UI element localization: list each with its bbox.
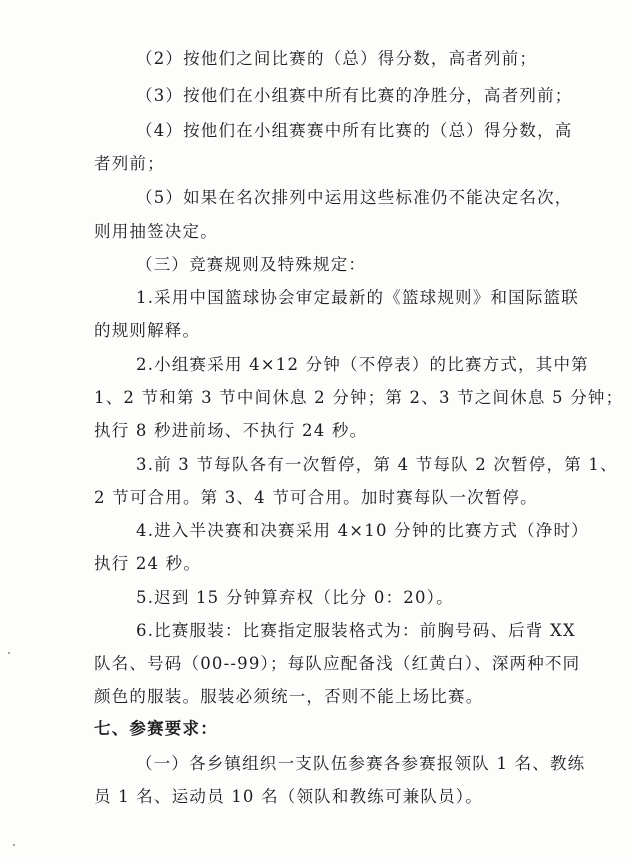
text-line: 2 节可合用。第 3、4 节可合用。加时赛每队一次暂停。 [94, 488, 538, 507]
text-line: 执行 24 秒。 [94, 554, 202, 573]
text-line: 6.比赛服装：比赛指定服装格式为：前胸号码、后背 XX [136, 621, 576, 640]
text-line: 执行 8 秒进前场、不执行 24 秒。 [94, 421, 368, 440]
section-heading: 七、参赛要求： [94, 719, 218, 738]
text-line: 则用抽签决定。 [94, 222, 218, 241]
text-line: 员 1 名、运动员 10 名（领队和教练可兼队员）。 [94, 787, 483, 806]
text-line: （3）按他们在小组赛中所有比赛的净胜分，高者列前； [136, 86, 573, 105]
text-line: （4）按他们在小组赛赛中所有比赛的（总）得分数，高 [136, 121, 573, 140]
text-line: 5.迟到 15 分钟算弃权（比分 0：20）。 [136, 588, 454, 607]
text-line: 1.采用中国篮球协会审定最新的《篮球规则》和国际篮联 [136, 288, 579, 307]
text-line: 的规则解释。 [94, 321, 201, 340]
text-line: 队名、号码（00--99）；每队应配备浅（红黄白）、深两种不同 [94, 654, 581, 673]
text-line: 2.小组赛采用 4×12 分钟（不停表）的比赛方式，其中第 [136, 355, 589, 374]
scan-speck [13, 844, 15, 846]
text-line: 颜色的服装。服装必须统一，否则不能上场比赛。 [94, 687, 484, 706]
text-line: （5）如果在名次排列中运用这些标准仍不能决定名次， [136, 188, 573, 207]
text-line: 3.前 3 节每队各有一次暂停，第 4 节每队 2 次暂停，第 1、 [136, 455, 618, 474]
scan-speck [8, 652, 10, 654]
text-line: 者列前； [94, 154, 165, 173]
text-line: （2）按他们之间比赛的（总）得分数，高者列前； [136, 49, 538, 68]
text-line: （一）各乡镇组织一支队伍参赛各参赛报领队 1 名、教练 [136, 754, 586, 773]
text-line: 1、2 节和第 3 节中间休息 2 分钟；第 2、3 节之间休息 5 分钟； [94, 388, 624, 407]
text-line: 4.进入半决赛和决赛采用 4×10 分钟的比赛方式（净时） [136, 521, 589, 540]
section-heading: （三）竞赛规则及特殊规定： [136, 255, 367, 274]
